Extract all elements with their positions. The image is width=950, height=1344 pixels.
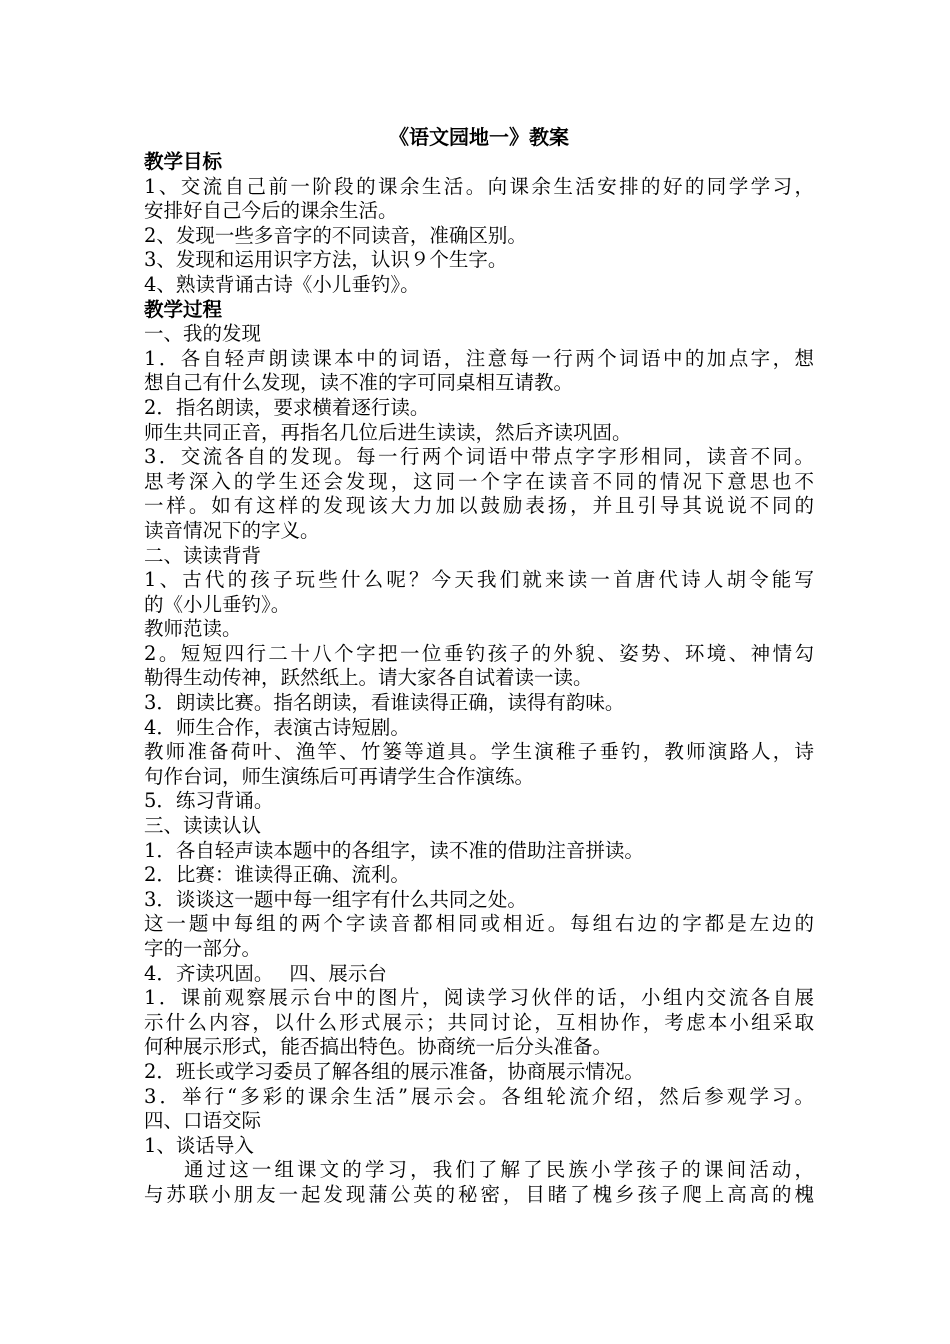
document-title: 《语文园地一》教案 [389,125,569,149]
text-line: 3．交流各自的发现。每一行两个词语中带点字字形相同，读音不同。 [144,445,814,469]
section-heading: 教学过程 [144,297,223,321]
text-line: 2。短短四行二十八个字把一位垂钓孩子的外貌、姿势、环境、神情勾 [144,641,814,665]
text-line: 想自己有什么发现，读不准的字可同桌相互请教。 [144,371,574,395]
text-line: 1．各自轻声朗读课本中的词语，注意每一行两个词语中的加点字，想 [144,346,814,370]
text-line: 1、谈话导入 [144,1133,254,1157]
text-line: 4．齐读巩固。 四、展示台 [144,961,387,985]
section-heading: 教学目标 [144,150,223,173]
text-line: 4．师生合作，表演古诗短剧。 [144,715,410,739]
document-body [144,150,814,1208]
text-line: 1、交流自己前一阶段的课余生活。向课余生活安排的好的同学学习， [144,174,814,198]
text-line: 教师准备荷叶、渔竿、竹篓等道具。学生演稚子垂钓，教师演路人，诗 [144,740,814,764]
text-line: 四、口语交际 [144,1109,262,1133]
text-line: 2．指名朗读，要求横着逐行读。 [144,395,430,419]
text-line: 一、我的发现 [144,322,262,346]
text-line: 读音情况下的字义。 [144,518,320,542]
text-line: 师生共同正音，再指名几位后进生读读，然后齐读巩固。 [144,420,632,444]
text-line: 一样。如有这样的发现该大力加以鼓励表扬，并且引导其说说不同的 [144,494,814,518]
text-line: 与苏联小朋友一起发现蒲公英的秘密，目睹了槐乡孩子爬上高高的槐 [144,1182,814,1206]
text-line: 三、读读认认 [144,814,262,838]
text-line: 3、发现和运用识字方法，认识９个生字。 [144,248,508,272]
text-line: 通过这一组课文的学习，我们了解了民族小学孩子的课间活动， [184,1158,814,1182]
text-line: 3．朗读比赛。指名朗读，看谁读得正确，读得有韵味。 [144,691,625,715]
document-page [144,124,814,1208]
text-line: 句作台词，师生演练后可再请学生合作演练。 [144,764,535,788]
text-line: 1．各自轻声读本题中的各组字，读不准的借助注音拼读。 [144,838,644,862]
text-line: 思考深入的学生还会发现，这同一个字在读音不同的情况下意思也不 [144,469,814,493]
text-line: 3．举行“多彩的课余生活”展示会。各组轮流介绍，然后参观学习。 [144,1084,814,1108]
text-line: 1、古代的孩子玩些什么呢？今天我们就来读一首唐代诗人胡令能写 [144,568,814,592]
text-line: 2．比赛：谁读得正确、流利。 [144,863,410,887]
text-line: 这一题中每组的两个字读音都相同或相近。每组右边的字都是左边的 [144,912,814,936]
text-line: 示什么内容，以什么形式展示；共同讨论，互相协作，考虑本小组采取 [144,1010,814,1034]
text-line: 字的一部分。 [144,937,262,960]
text-line: 4、熟读背诵古诗《小儿垂钓》。 [144,272,420,296]
text-line: 勒得生动传神，跃然纸上。请大家各自试着读一读。 [144,666,593,690]
text-line: 3．谈谈这一题中每一组字有什么共同之处。 [144,887,527,911]
text-line: 何种展示形式，能否搞出特色。协商统一后分头准备。 [144,1035,613,1059]
text-line: 1．课前观察展示台中的图片，阅读学习伙伴的话，小组内交流各自展 [144,986,814,1010]
text-line: 教师范读。 [144,617,242,641]
text-line: 2．班长或学习委员了解各组的展示准备，协商展示情况。 [144,1059,644,1083]
text-line: 5．练习背诵。 [144,789,274,813]
text-line: 2、发现一些多音字的不同读音，准确区别。 [144,223,527,247]
text-line: 的《小儿垂钓》。 [144,592,291,616]
text-line: 二、读读背背 [144,543,262,567]
text-line: 安排好自己今后的课余生活。 [144,199,398,223]
